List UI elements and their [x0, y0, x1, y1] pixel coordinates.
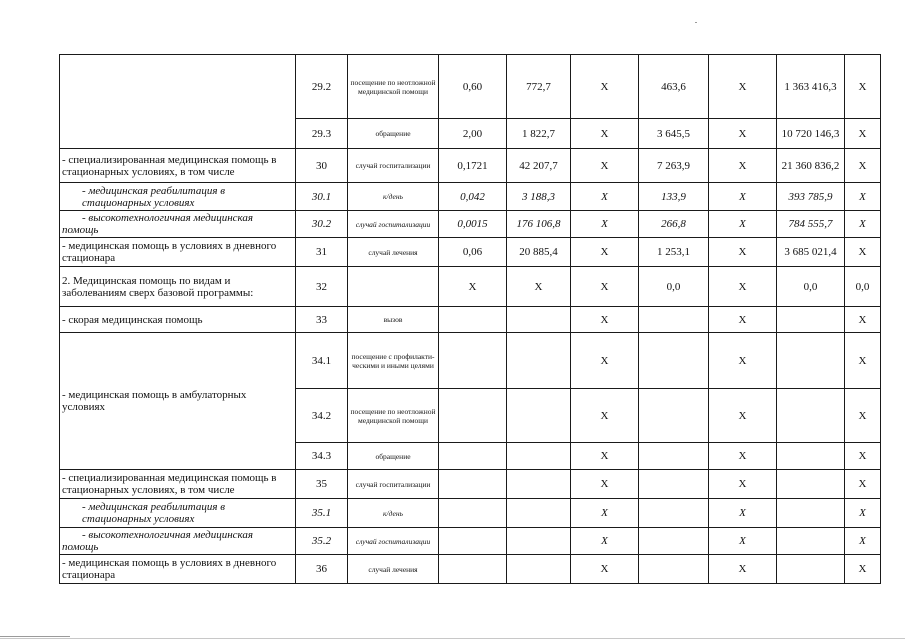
value-cell: [777, 528, 845, 555]
value-cell: Х: [709, 443, 777, 470]
value-cell: 3 645,5: [639, 119, 709, 149]
value-cell: Х: [845, 149, 881, 183]
value-cell: Х: [571, 470, 639, 499]
value-cell: [639, 528, 709, 555]
row-unit: случай лечения: [348, 555, 439, 584]
row-unit: случай госпитализации: [348, 149, 439, 183]
value-cell: Х: [709, 499, 777, 528]
value-cell: Х: [571, 528, 639, 555]
value-cell: 10 720 146,3: [777, 119, 845, 149]
value-cell: Х: [709, 555, 777, 584]
row-unit: к/день: [348, 499, 439, 528]
value-cell: 42 207,7: [507, 149, 571, 183]
row-number: 29.3: [296, 119, 348, 149]
table-row: [60, 470, 881, 499]
row-number: 35: [296, 470, 348, 499]
value-cell: Х: [507, 267, 571, 307]
value-cell: Х: [571, 499, 639, 528]
value-cell: [639, 555, 709, 584]
value-cell: Х: [845, 470, 881, 499]
row-name: - медицинская реабилитация в стационарных условиях: [60, 499, 296, 528]
value-cell: Х: [709, 238, 777, 267]
row-name: - высокотехнологичная медицинская помощь: [60, 211, 296, 238]
value-cell: [639, 333, 709, 389]
row-number: 34.2: [296, 389, 348, 443]
value-cell: [439, 307, 507, 333]
value-cell: 20 885,4: [507, 238, 571, 267]
value-cell: [507, 555, 571, 584]
row-unit: к/день: [348, 183, 439, 211]
value-cell: Х: [845, 333, 881, 389]
value-cell: 1 253,1: [639, 238, 709, 267]
value-cell: Х: [709, 470, 777, 499]
value-cell: Х: [571, 183, 639, 211]
value-cell: Х: [571, 307, 639, 333]
value-cell: [777, 389, 845, 443]
row-unit: [348, 267, 439, 307]
row-name: - специализированная медицинская помощь в стационарных условиях, в том числе: [60, 149, 296, 183]
value-cell: [777, 470, 845, 499]
table-row: [60, 499, 881, 528]
value-cell: 0,0: [845, 267, 881, 307]
value-cell: 0,0015: [439, 211, 507, 238]
row-number: 34.3: [296, 443, 348, 470]
value-cell: Х: [845, 555, 881, 584]
value-cell: 0,042: [439, 183, 507, 211]
value-cell: [639, 470, 709, 499]
value-cell: [439, 499, 507, 528]
row-unit: вызов: [348, 307, 439, 333]
value-cell: [507, 443, 571, 470]
row-number: 33: [296, 307, 348, 333]
value-cell: 0,06: [439, 238, 507, 267]
value-cell: [507, 499, 571, 528]
value-cell: Х: [571, 119, 639, 149]
value-cell: [439, 470, 507, 499]
value-cell: Х: [845, 119, 881, 149]
value-cell: 772,7: [507, 55, 571, 119]
row-unit: посещение с профилакти-ческими и иными целями: [348, 333, 439, 389]
value-cell: Х: [571, 555, 639, 584]
value-cell: [507, 307, 571, 333]
value-cell: Х: [439, 267, 507, 307]
scan-bottom-edge: [0, 638, 905, 639]
row-number: 32: [296, 267, 348, 307]
row-name: - специализированная медицинская помощь в стационарных условиях, в том числе: [60, 470, 296, 499]
value-cell: [507, 389, 571, 443]
value-cell: 784 555,7: [777, 211, 845, 238]
value-cell: Х: [709, 333, 777, 389]
table-row: [60, 149, 881, 183]
row-number: 30.1: [296, 183, 348, 211]
value-cell: [439, 389, 507, 443]
value-cell: [777, 307, 845, 333]
value-cell: Х: [709, 55, 777, 119]
row-number: 30.2: [296, 211, 348, 238]
value-cell: [777, 333, 845, 389]
row-unit: обращение: [348, 443, 439, 470]
value-cell: [439, 443, 507, 470]
table-row: [60, 528, 881, 555]
row-unit: случай госпитализации: [348, 470, 439, 499]
value-cell: Х: [571, 333, 639, 389]
value-cell: 0,60: [439, 55, 507, 119]
value-cell: Х: [709, 528, 777, 555]
scan-edge-line: [0, 636, 70, 637]
value-cell: [777, 443, 845, 470]
value-cell: [507, 333, 571, 389]
value-cell: Х: [709, 149, 777, 183]
value-cell: 1 363 416,3: [777, 55, 845, 119]
row-number: 35.1: [296, 499, 348, 528]
row-number: 31: [296, 238, 348, 267]
row-unit: обращение: [348, 119, 439, 149]
row-unit: случай лечения: [348, 238, 439, 267]
value-cell: [777, 499, 845, 528]
value-cell: 393 785,9: [777, 183, 845, 211]
value-cell: Х: [571, 389, 639, 443]
value-cell: Х: [571, 149, 639, 183]
value-cell: 176 106,8: [507, 211, 571, 238]
row-name: - медицинская помощь в условиях в дневного стационара: [60, 238, 296, 267]
value-cell: Х: [845, 499, 881, 528]
value-cell: Х: [845, 443, 881, 470]
row-name: - высокотехнологичная медицинская помощь: [60, 528, 296, 555]
row-unit: случай госпитализации: [348, 528, 439, 555]
row-name: - медицинская помощь в амбулаторных условиях: [60, 333, 296, 470]
row-unit: случай госпитализации: [348, 211, 439, 238]
value-cell: Х: [709, 211, 777, 238]
table-row: [60, 333, 881, 389]
row-name-cell: [60, 55, 296, 149]
value-cell: 0,1721: [439, 149, 507, 183]
value-cell: Х: [571, 238, 639, 267]
value-cell: [777, 555, 845, 584]
value-cell: [439, 528, 507, 555]
table-row: [60, 555, 881, 584]
row-name: - скорая медицинская помощь: [60, 307, 296, 333]
table-row: [60, 55, 881, 119]
value-cell: 3 685 021,4: [777, 238, 845, 267]
value-cell: Х: [709, 389, 777, 443]
value-cell: [507, 528, 571, 555]
value-cell: Х: [571, 55, 639, 119]
row-name: - медицинская реабилитация в стационарных условиях: [60, 183, 296, 211]
value-cell: Х: [845, 389, 881, 443]
row-number: 29.2: [296, 55, 348, 119]
value-cell: [439, 555, 507, 584]
value-cell: [639, 443, 709, 470]
value-cell: Х: [709, 267, 777, 307]
value-cell: [639, 499, 709, 528]
value-cell: Х: [845, 528, 881, 555]
table-row: [60, 267, 881, 307]
row-number: 36: [296, 555, 348, 584]
value-cell: Х: [571, 211, 639, 238]
table-row: [60, 307, 881, 333]
value-cell: Х: [845, 211, 881, 238]
scan-speck: [695, 22, 697, 23]
value-cell: 463,6: [639, 55, 709, 119]
value-cell: Х: [571, 443, 639, 470]
table-row: [60, 183, 881, 211]
table-row: [60, 238, 881, 267]
row-name: - медицинская помощь в условиях в дневного стационара: [60, 555, 296, 584]
value-cell: [639, 307, 709, 333]
row-number: 34.1: [296, 333, 348, 389]
value-cell: Х: [845, 307, 881, 333]
value-cell: 266,8: [639, 211, 709, 238]
value-cell: Х: [845, 55, 881, 119]
row-number: 35.2: [296, 528, 348, 555]
value-cell: 2,00: [439, 119, 507, 149]
value-cell: 1 822,7: [507, 119, 571, 149]
value-cell: 3 188,3: [507, 183, 571, 211]
table-row: [60, 211, 881, 238]
row-number: 30: [296, 149, 348, 183]
row-name: 2. Медицинская помощь по видам и заболеваниям сверх базовой программы:: [60, 267, 296, 307]
value-cell: Х: [571, 267, 639, 307]
row-unit: посещение по неотложной медицинской помощи: [348, 389, 439, 443]
value-cell: 0,0: [777, 267, 845, 307]
value-cell: 0,0: [639, 267, 709, 307]
value-cell: 21 360 836,2: [777, 149, 845, 183]
value-cell: [507, 470, 571, 499]
row-unit: посещение по неотложной медицинской помощи: [348, 55, 439, 119]
value-cell: Х: [845, 238, 881, 267]
value-cell: Х: [709, 119, 777, 149]
value-cell: [439, 333, 507, 389]
value-cell: Х: [845, 183, 881, 211]
value-cell: Х: [709, 183, 777, 211]
value-cell: 133,9: [639, 183, 709, 211]
data-table: [59, 54, 881, 584]
value-cell: Х: [709, 307, 777, 333]
value-cell: [639, 389, 709, 443]
value-cell: 7 263,9: [639, 149, 709, 183]
